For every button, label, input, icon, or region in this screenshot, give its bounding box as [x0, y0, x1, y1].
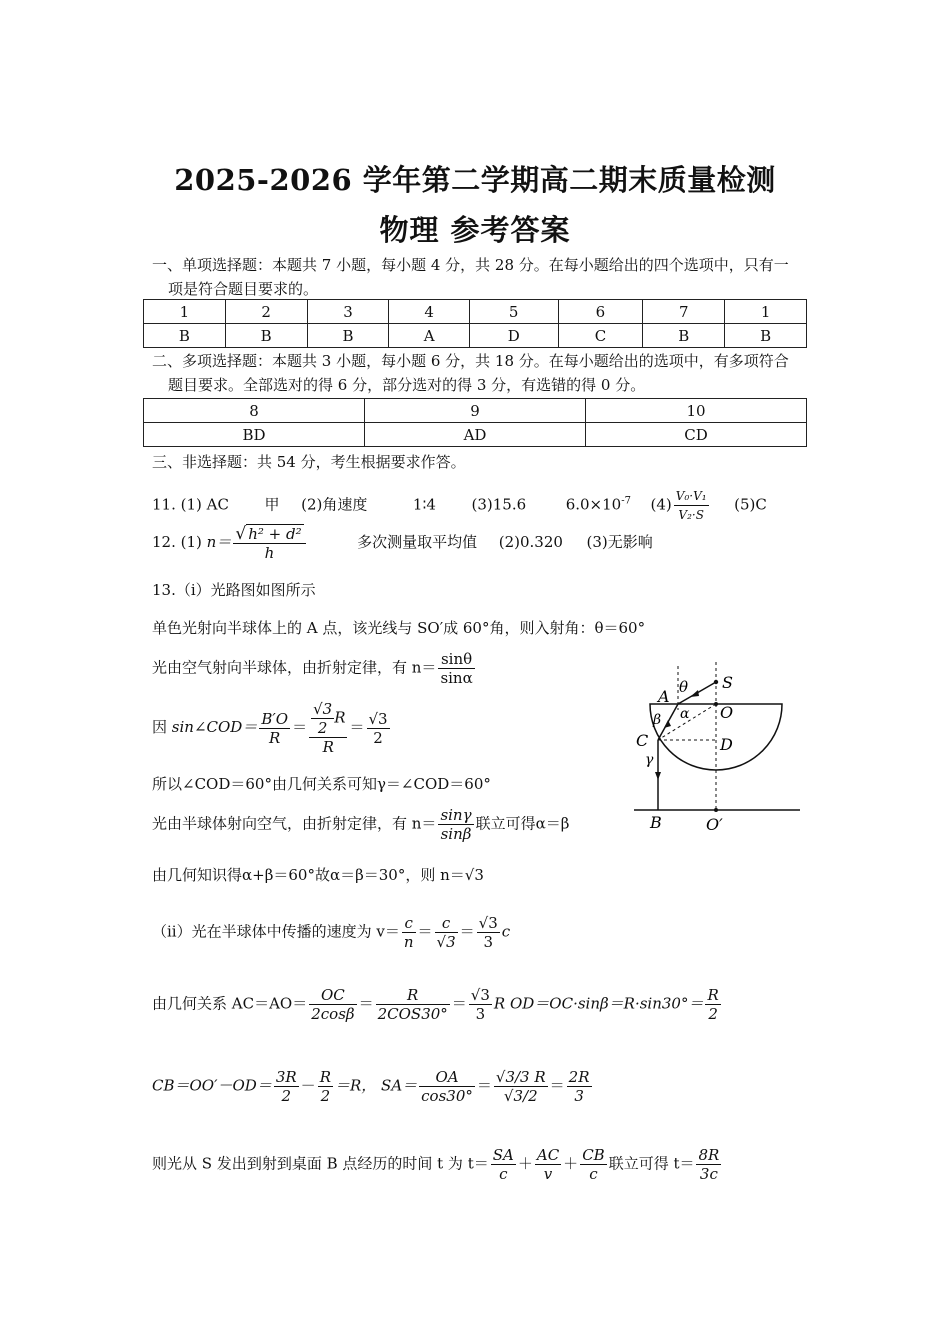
q13-line3: 因 sin∠COD＝ $\frac{B'O}{R}$ ＝ $\frac{√3}{2}$ R R ＝ $\frac{√3}{2}$ — [152, 700, 388, 756]
point-o-prime — [714, 808, 718, 812]
section1-answer-table — [143, 299, 807, 348]
table-row: BD AD CD — [144, 423, 807, 447]
light-path-diagram — [628, 660, 808, 840]
point-s — [714, 680, 718, 684]
page-title: 2025-2026 学年第二学期高二期末质量检测 — [174, 163, 776, 197]
section2-answer-table — [143, 398, 807, 447]
table-row: 1 2 3 4 5 6 7 1 — [144, 300, 807, 324]
q13-line6: 由几何知识得α+β＝60°故α＝β＝30°，则 n＝√3 — [152, 866, 484, 884]
label-c: C — [636, 731, 649, 750]
q13-geometry-line2: CB＝OO′－OD＝ $\frac{3R}{2}$ － $\frac{R}{2}$ ＝R， SA＝ $\frac{OA}{\cos 30^\circ}$ ＝ $\frac{√3/3 R}{√3/2}$ ＝ $\frac{2R}{3}$ — [152, 1068, 590, 1105]
label-gamma: γ — [645, 752, 654, 768]
q12-answer: 12. (1) n＝ $\frac{\text{√ h² + d²}}{h}$ 多次测量取平均值 (2)0.320 (3)无影响 — [152, 524, 653, 562]
q11-answer: 11. (1) AC 甲 (2)角速度 1∶4 (3)15.6 $6.0\times 10^{-7}$ (4) $\frac{\text{V₀·V₁}}{\text{V₂·S}}$ (5)C — [152, 489, 767, 522]
section1-heading: 一、单项选择题：本题共 7 小题，每小题 4 分，共 28 分。在每小题给出的四个选项中，只有一 项是符合题目要求的。 — [152, 256, 789, 298]
label-d: D — [720, 735, 733, 754]
label-b: B — [650, 813, 662, 832]
q13-heading: 13.（i）光路图如图所示 — [152, 581, 316, 599]
point-o — [714, 702, 718, 706]
label-a: A — [658, 687, 670, 706]
label-beta: β — [653, 712, 662, 728]
table-row: B B B A D C B B — [144, 324, 807, 348]
q13-line5: 光由半球体射向空气，由折射定律，有 n＝ $\frac{\sin\gamma}{\sin\beta}$ 联立可得α＝β — [152, 806, 570, 843]
label-o: O — [720, 703, 734, 722]
incident-ray-arrow — [690, 690, 699, 697]
label-alpha: α — [680, 706, 690, 722]
section2-heading: 二、多项选择题：本题共 3 小题，每小题 6 分，共 18 分。在每小题给出的选项中，有多项符合 题目要求。全部选对的得 6 分，部分选对的得 3 分，有选错的得 0 分。 — [152, 352, 789, 394]
refracted-ray-arrow — [664, 720, 671, 728]
label-o-prime: O′ — [706, 815, 723, 834]
q13-line1: 单色光射向半球体上的 A 点，该光线与 SO′成 60°角，则入射角：θ＝60° — [152, 619, 646, 637]
q13-geometry-line1: 由几何关系 AC＝AO＝ $\frac{OC}{2\cos\beta}$ ＝ $\frac{R}{\text{2COS30°}}$ ＝ $\frac{√3}{3}$ R OD＝OC·sinβ＝R·sin30°＝ $\frac{R}{2}$ — [152, 986, 719, 1023]
emergent-ray-arrow — [655, 772, 661, 780]
table-row: 8 9 10 — [144, 399, 807, 423]
label-theta: θ — [679, 678, 689, 696]
q13-line2: 光由空气射向半球体，由折射定律，有 n＝ $\frac{\sin\theta}{\sin\alpha}$ — [152, 650, 473, 687]
q13-time-line: 则光从 S 发出到射到桌面 B 点经历的时间 t 为 t＝ $\frac{SA}{c}$ ＋ $\frac{AC}{v}$ ＋ $\frac{CB}{c}$ 联立可得 t＝ $\frac{8R}{3c}$ — [152, 1146, 720, 1183]
section3-heading: 三、非选择题：共 54 分，考生根据要求作答。 — [152, 453, 466, 471]
page-subtitle: 物理 参考答案 — [379, 213, 571, 247]
label-s: S — [722, 673, 733, 692]
q13-ii-line: （ii）光在半球体中传播的速度为 v＝ $\frac{c}{n}$ ＝ $\frac{c}{√3}$ ＝ $\frac{√3}{3}$ c — [152, 914, 511, 951]
q13-line4: 所以∠COD＝60°由几何关系可知γ＝∠COD＝60° — [152, 775, 491, 793]
